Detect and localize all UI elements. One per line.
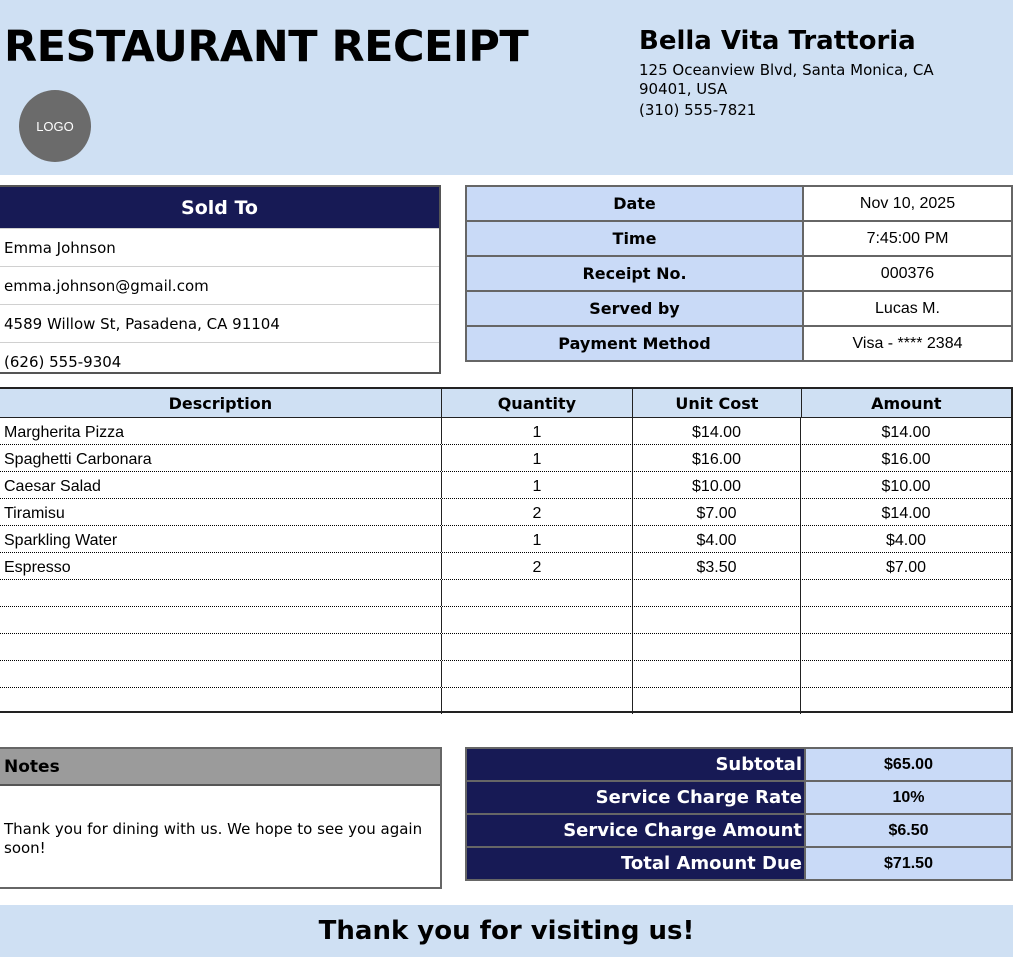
info-value: Nov 10, 2025 bbox=[803, 186, 1012, 221]
notes-section bbox=[0, 747, 442, 889]
item-unit-cost: $7.00 bbox=[633, 499, 801, 525]
table-row bbox=[0, 472, 1011, 499]
item-amount: $10.00 bbox=[881, 478, 931, 495]
info-row-payment-method bbox=[466, 326, 1012, 361]
column-header-description: Description bbox=[0, 389, 442, 417]
items-table-header bbox=[0, 389, 1011, 418]
totals-row-service-amount bbox=[466, 814, 1012, 847]
customer-phone: (626) 555-9304 bbox=[0, 342, 439, 380]
info-label: Served by bbox=[466, 291, 803, 326]
table-row bbox=[0, 445, 1011, 472]
empty-table-row bbox=[0, 607, 1011, 634]
totals-value: 10% bbox=[805, 781, 1012, 814]
item-description: Margherita Pizza bbox=[0, 418, 442, 444]
item-quantity: 1 bbox=[442, 418, 633, 444]
item-amount: $14.00 bbox=[881, 505, 931, 522]
table-row bbox=[0, 499, 1011, 526]
item-quantity: 2 bbox=[442, 553, 633, 579]
totals-label: Subtotal bbox=[466, 748, 805, 781]
customer-name: Emma Johnson bbox=[0, 228, 439, 266]
totals-value: $6.50 bbox=[805, 814, 1012, 847]
business-name: Bella Vita Trattoria bbox=[639, 26, 916, 56]
totals-row-subtotal bbox=[466, 748, 1012, 781]
item-amount: $16.00 bbox=[881, 451, 931, 468]
info-row-time bbox=[466, 221, 1012, 256]
totals-table bbox=[465, 747, 1013, 881]
table-row bbox=[0, 553, 1011, 580]
empty-table-row bbox=[0, 634, 1011, 661]
totals-value: $71.50 bbox=[805, 847, 1012, 880]
item-description: Caesar Salad bbox=[0, 472, 442, 498]
empty-table-row bbox=[0, 661, 1011, 688]
thank-you-footer: Thank you for visiting us! bbox=[0, 905, 1013, 957]
item-quantity: 2 bbox=[442, 499, 633, 525]
totals-label: Service Charge Rate bbox=[466, 781, 805, 814]
notes-heading: Notes bbox=[0, 749, 440, 786]
item-quantity: 1 bbox=[442, 526, 633, 552]
business-phone: (310) 555-7821 bbox=[639, 101, 757, 119]
receipt-header bbox=[0, 0, 1013, 175]
item-amount: $7.00 bbox=[885, 559, 927, 576]
item-quantity: 1 bbox=[442, 472, 633, 498]
info-label: Payment Method bbox=[466, 326, 803, 361]
table-row bbox=[0, 526, 1011, 553]
column-header-unit-cost: Unit Cost bbox=[633, 389, 802, 417]
totals-label: Service Charge Amount bbox=[466, 814, 805, 847]
customer-email: emma.johnson@gmail.com bbox=[0, 266, 439, 304]
item-quantity: 1 bbox=[442, 445, 633, 471]
item-description: Tiramisu bbox=[0, 499, 442, 525]
info-row-receipt-no bbox=[466, 256, 1012, 291]
page-title: RESTAURANT RECEIPT bbox=[4, 22, 529, 72]
item-amount: $4.00 bbox=[885, 532, 927, 549]
table-row bbox=[0, 418, 1011, 445]
info-label: Time bbox=[466, 221, 803, 256]
empty-table-row bbox=[0, 688, 1011, 714]
item-amount: $14.00 bbox=[881, 424, 931, 441]
logo-placeholder: LOGO bbox=[19, 90, 91, 162]
notes-text: Thank you for dining with us. We hope to see you again soon! bbox=[4, 820, 423, 857]
totals-label: Total Amount Due bbox=[466, 847, 805, 880]
info-row-served-by bbox=[466, 291, 1012, 326]
item-unit-cost: $3.50 bbox=[633, 553, 801, 579]
column-header-amount: Amount bbox=[871, 393, 942, 413]
item-description: Sparkling Water bbox=[0, 526, 442, 552]
totals-row-total-due bbox=[466, 847, 1012, 880]
sold-to-section bbox=[0, 185, 441, 374]
item-unit-cost: $10.00 bbox=[633, 472, 801, 498]
item-description: Espresso bbox=[0, 553, 442, 579]
customer-address: 4589 Willow St, Pasadena, CA 91104 bbox=[0, 304, 439, 342]
info-label: Date bbox=[466, 186, 803, 221]
item-description: Spaghetti Carbonara bbox=[0, 445, 442, 471]
sold-to-heading: Sold To bbox=[0, 187, 439, 228]
column-header-quantity: Quantity bbox=[442, 389, 633, 417]
item-unit-cost: $14.00 bbox=[633, 418, 801, 444]
totals-value: $65.00 bbox=[805, 748, 1012, 781]
item-unit-cost: $16.00 bbox=[633, 445, 801, 471]
items-table bbox=[0, 387, 1013, 713]
info-row-date bbox=[466, 186, 1012, 221]
info-value: 000376 bbox=[803, 256, 1012, 291]
empty-table-row bbox=[0, 580, 1011, 607]
info-value: Lucas M. bbox=[803, 291, 1012, 326]
receipt-info-table bbox=[465, 185, 1013, 362]
business-address: 125 Oceanview Blvd, Santa Monica, CA 90401, USA bbox=[639, 61, 934, 98]
info-value: Visa - **** 2384 bbox=[803, 326, 1012, 361]
info-label: Receipt No. bbox=[466, 256, 803, 291]
totals-row-service-rate bbox=[466, 781, 1012, 814]
info-value: 7:45:00 PM bbox=[803, 221, 1012, 256]
item-unit-cost: $4.00 bbox=[633, 526, 801, 552]
